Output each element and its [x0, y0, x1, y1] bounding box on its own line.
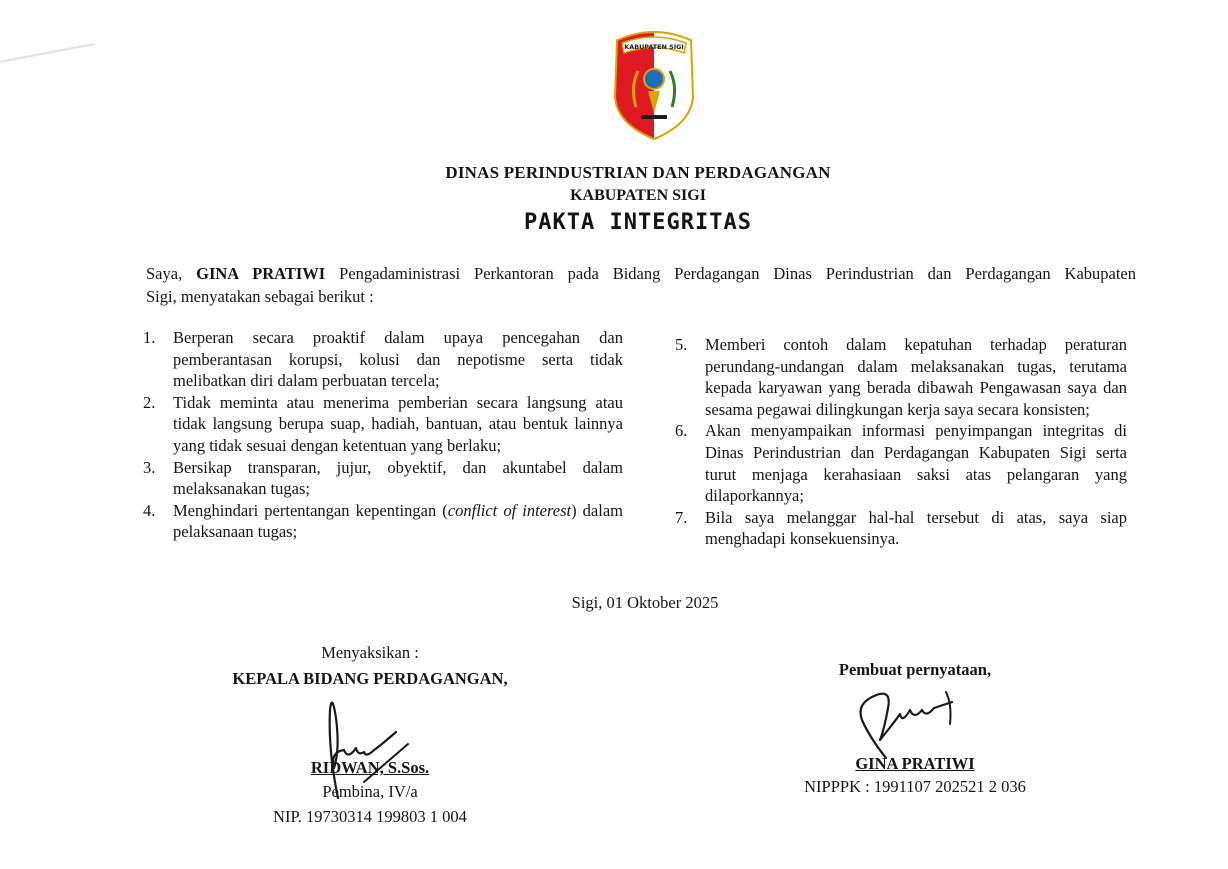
intro-line-1	[146, 262, 1136, 285]
witness-rank: Pembina, IV/a	[322, 782, 418, 801]
intro-prefix: Saya,	[146, 264, 183, 283]
declarant-handwritten-signature	[840, 680, 990, 760]
item-number: 5.	[675, 335, 688, 354]
item-text	[173, 500, 623, 543]
item-number: 3.	[143, 457, 156, 477]
intro-line-2: Sigi, menyatakan sebagai berikut :	[146, 287, 374, 306]
intro-statement	[146, 262, 1136, 308]
witness-handwritten-signature	[300, 690, 440, 800]
commitment-item	[675, 334, 1127, 420]
agency-name: DINAS PERINDUSTRIAN DAN PERDAGANGAN	[445, 163, 831, 182]
kabupaten-sigi-emblem	[608, 27, 700, 140]
declarant-nip: NIPPPK : 1991107 202521 2 036	[804, 777, 1026, 796]
agency-region: KABUPATEN SIGI	[570, 187, 706, 204]
item-text: Tidak meminta atau menerima pemberian secara langsung atau tidak langsung berupa suap, hadiah, bantuan, atau bentuk lainnya yang tidak sesuai dengan ketentuan yang berlaku;	[173, 392, 623, 455]
commitment-item	[143, 327, 623, 392]
witness-position: KEPALA BIDANG PERDAGANGAN,	[232, 669, 508, 688]
item-text: Bila saya melanggar hal-hal tersebut di atas, saya siap menghadapi konsekuensinya.	[705, 507, 1127, 549]
commitments-left-column	[143, 327, 623, 543]
item-text-after: ) dalam pelaksanaan tugas;	[173, 500, 624, 542]
commitment-item	[143, 392, 623, 457]
emblem-label: KABUPATEN SIGI	[624, 43, 684, 51]
item-text-before: Menghindari pertentangan kepentingan (	[173, 500, 448, 520]
commitment-item	[143, 457, 623, 500]
commitment-item	[675, 420, 1127, 506]
declarant-label: Pembuat pernyataan,	[838, 660, 992, 679]
item-text: Memberi contoh dalam kepatuhan terhadap peraturan perundang-undangan dalam melaksanakan tugas, terutama kepada karyawan yang berada dibawah Pengawasan saya dan sesama pegawai dilingkungan kerja saya secara konsisten;	[705, 335, 1127, 419]
item-number: 6.	[675, 421, 688, 441]
item-number: 1.	[143, 328, 156, 347]
witness-name: RIDWAN, S.Sos.	[310, 758, 430, 777]
declarant-name: GINA PRATIWI	[855, 754, 975, 773]
witness-signature-block	[200, 640, 540, 826]
scan-streak	[0, 40, 100, 68]
witness-nip: NIP. 19730314 199803 1 004	[273, 807, 467, 826]
commitments-right-column	[675, 334, 1127, 550]
place-date: Sigi, 01 Oktober 2025	[571, 593, 719, 612]
item-text: Berperan secara proaktif dalam upaya pencegahan dan pemberantasan korupsi, kolusi dan nepotisme serta tidak melibatkan diri dalam perbuatan tercela;	[173, 328, 623, 391]
item-text: Akan menyampaikan informasi penyimpangan integritas di Dinas Perindustrian dan Perdagangan Kabupaten Sigi serta turut menjaga kerahasiaan saksi atas pelangaran yang dilaporkannya;	[705, 421, 1127, 506]
item-text: Bersikap transparan, jujur, obyektif, dan akuntabel dalam melaksanakan tugas;	[173, 457, 623, 499]
item-number: 2.	[143, 392, 156, 412]
commitment-item	[675, 507, 1127, 550]
witness-intro: Menyaksikan :	[321, 643, 419, 662]
document-title: PAKTA INTEGRITAS	[524, 210, 752, 235]
commitment-item	[143, 500, 623, 543]
item-text-italic: conflict of interest	[447, 500, 572, 520]
item-number: 7.	[675, 507, 688, 527]
intro-line-1-rest: Pengadaministrasi Perkantoran pada Bidang Perdagangan Dinas Perindustrian dan Perdagangan Kabupaten	[339, 264, 1136, 283]
item-number: 4.	[143, 500, 156, 520]
declarant-name-intro: GINA PRATIWI	[196, 264, 326, 283]
